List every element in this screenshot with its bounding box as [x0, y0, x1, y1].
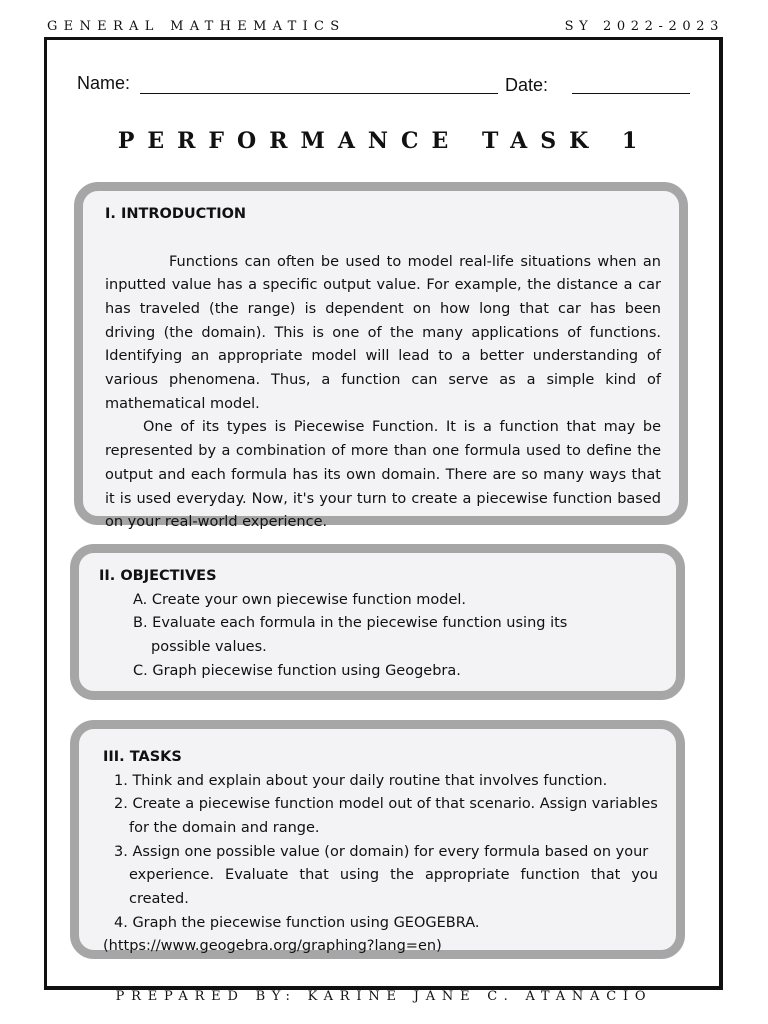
list-item [103, 793, 658, 840]
objectives-list [99, 589, 658, 684]
name-label: Name: [77, 73, 131, 93]
objective-b-continued: possible values. [151, 638, 267, 655]
subject-header: GENERAL MATHEMATICS [47, 19, 346, 34]
objective-c: C. Graph piecewise function using Geogebra. [133, 662, 461, 679]
task-1: 1. Think and explain about your daily routine that involves function. [114, 772, 608, 789]
date-field-line[interactable] [572, 93, 690, 94]
task-3-continued: experience. Evaluate that using the appropriate function that you created. [129, 867, 658, 908]
introduction-paragraph-1: Functions can often be used to model real-life situations when an inputted value has a specific output value. For example, the distance a car has traveled (the range) is dependent on how long that car has been driving (the domain). This is one of the many applications of functions. Identifying an appropriate model will lead to a better understanding of various phenomena. Thus, a function can serve as a simple kind of mathematical model. [105, 253, 661, 412]
list-item [103, 912, 658, 936]
page-title: PERFORMANCE TASK 1 [117, 128, 651, 154]
name-field-line[interactable] [140, 93, 498, 94]
introduction-heading: I. INTRODUCTION [105, 206, 247, 222]
introduction-paragraph-2: One of its types is Piecewise Function. It is a function that may be represented by a combination of more than one formula used to define the output and each formula has its own domain. There are so many ways that it is used everyday. Now, it's your turn to create a piecewise function based on your real-world experience. [105, 419, 661, 531]
prepared-by-footer: PREPARED BY: KARINE JANE C. ATANACIO [115, 989, 653, 1004]
tasks-list [103, 770, 658, 936]
introduction-section [74, 182, 688, 531]
date-label: Date: [505, 75, 549, 95]
objective-b: B. Evaluate each formula in the piecewise function using its [133, 615, 568, 632]
objective-a: A. Create your own piecewise function model. [133, 591, 467, 608]
task-2-continued: for the domain and range. [129, 819, 320, 836]
task-2: 2. Create a piecewise function model out of that scenario. Assign variables [114, 796, 658, 813]
task-4: 4. Graph the piecewise function using GEOGEBRA. [114, 914, 480, 931]
geogebra-link[interactable]: (https://www.geogebra.org/graphing?lang=en) [103, 938, 442, 955]
tasks-heading: III. TASKS [103, 749, 182, 765]
task-3: 3. Assign one possible value (or domain) for every formula based on your [114, 843, 649, 860]
school-year-header: SY 2022-2023 [564, 19, 724, 34]
list-item [103, 770, 658, 794]
list-item [103, 841, 658, 912]
list-item [99, 589, 658, 613]
list-item [99, 612, 658, 659]
objectives-heading: II. OBJECTIVES [99, 568, 217, 584]
list-item [99, 660, 658, 684]
tasks-section [70, 720, 685, 959]
objectives-section [70, 544, 685, 700]
